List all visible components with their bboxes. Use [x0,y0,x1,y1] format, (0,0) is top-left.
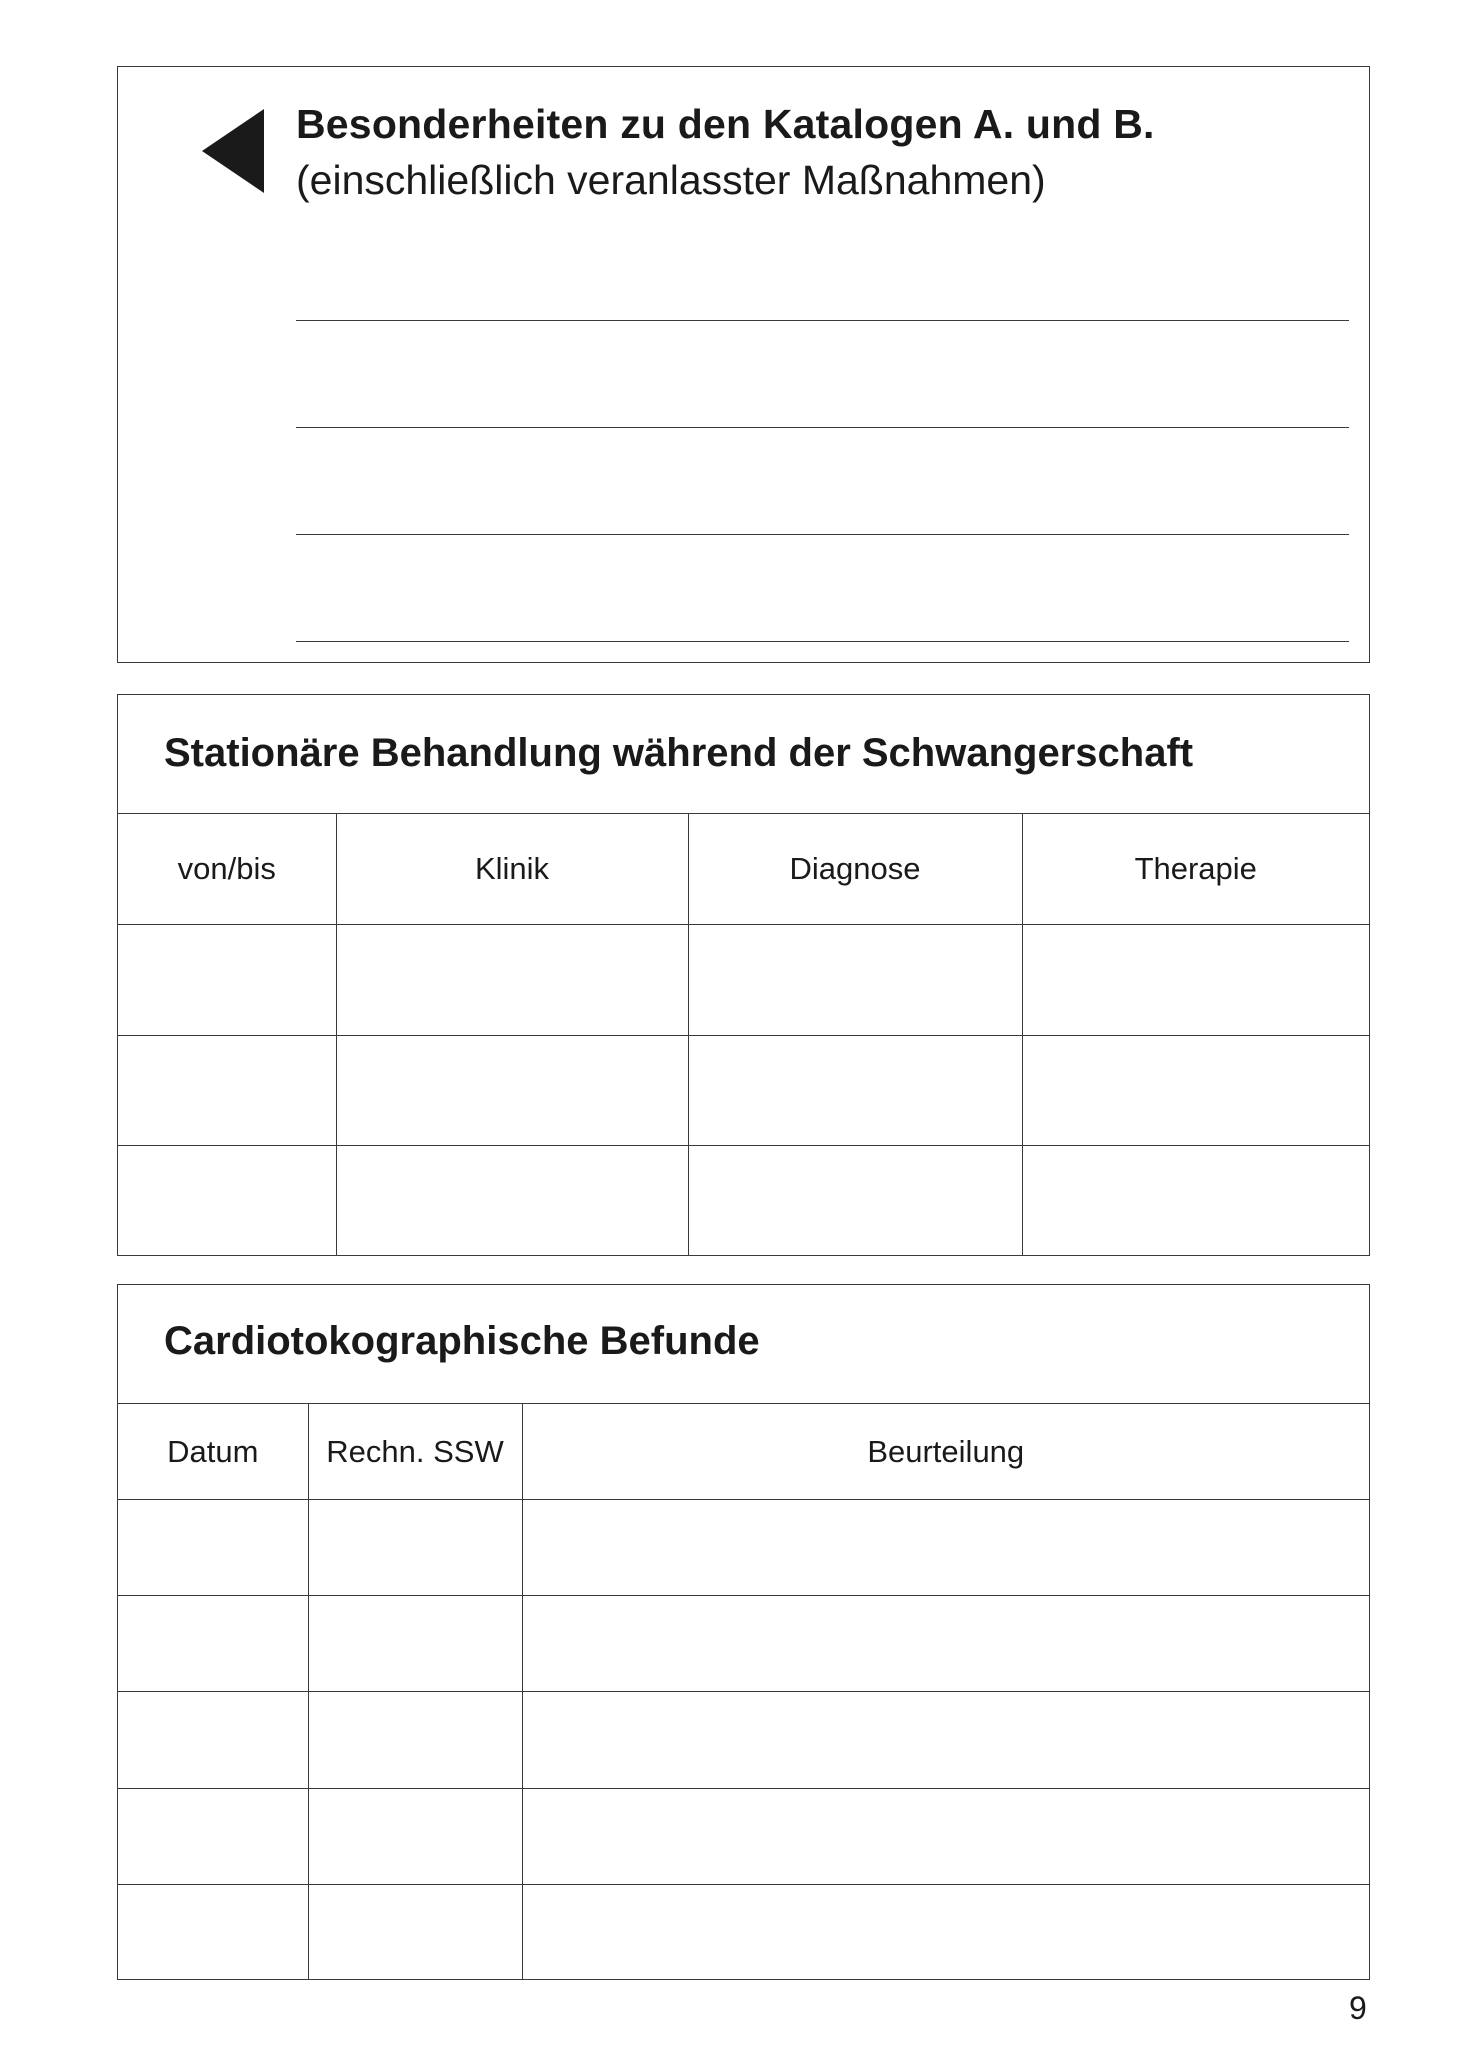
cell-diagnose[interactable] [688,1035,1022,1146]
table-header-row [118,1404,1369,1500]
cell-diagnose[interactable] [688,1146,1022,1256]
cell-datum[interactable] [118,1500,308,1596]
inpatient-treatment-table [118,813,1369,1256]
table-row [118,1596,1369,1692]
cell-klinik[interactable] [336,1146,688,1256]
cell-rechn-ssw[interactable] [308,1884,522,1980]
cell-beurteilung[interactable] [522,1692,1369,1788]
table-row [118,924,1369,1035]
writing-line-4[interactable] [296,641,1349,642]
column-header-diagnose: Diagnose [688,814,1022,925]
inpatient-treatment-title: Stationäre Behandlung während der Schwangerschaft [164,731,1194,775]
ctg-findings-box [117,1284,1370,1980]
table-row [118,1146,1369,1256]
column-header-rechn-ssw: Rechn. SSW [308,1404,522,1500]
ctg-findings-title: Cardiotokographische Befunde [164,1319,760,1363]
cell-therapie[interactable] [1022,1146,1369,1256]
cell-beurteilung[interactable] [522,1788,1369,1884]
cell-beurteilung[interactable] [522,1500,1369,1596]
special-notes-title: Besonderheiten zu den Katalogen A. und B. [296,101,1155,147]
page-number: 9 [1349,1990,1367,2026]
table-header-row [118,814,1369,925]
cell-von-bis[interactable] [118,1146,336,1256]
cell-von-bis[interactable] [118,924,336,1035]
cell-datum[interactable] [118,1596,308,1692]
table-row [118,1500,1369,1596]
cell-diagnose[interactable] [688,924,1022,1035]
cell-beurteilung[interactable] [522,1884,1369,1980]
cell-rechn-ssw[interactable] [308,1596,522,1692]
cell-rechn-ssw[interactable] [308,1692,522,1788]
cell-klinik[interactable] [336,924,688,1035]
column-header-klinik: Klinik [336,814,688,925]
writing-line-1[interactable] [296,320,1349,321]
table-row [118,1884,1369,1980]
cell-von-bis[interactable] [118,1035,336,1146]
cell-beurteilung[interactable] [522,1596,1369,1692]
table-row [118,1035,1369,1146]
cell-rechn-ssw[interactable] [308,1500,522,1596]
writing-line-3[interactable] [296,534,1349,535]
column-header-datum: Datum [118,1404,308,1500]
cell-rechn-ssw[interactable] [308,1788,522,1884]
column-header-beurteilung: Beurteilung [522,1404,1369,1500]
special-notes-subtitle: (einschließlich veranlasster Maßnahmen) [296,157,1046,203]
cell-datum[interactable] [118,1692,308,1788]
left-triangle-icon [202,109,264,193]
cell-klinik[interactable] [336,1035,688,1146]
table-row [118,1692,1369,1788]
inpatient-treatment-box [117,694,1370,1256]
writing-line-2[interactable] [296,427,1349,428]
table-row [118,1788,1369,1884]
cell-therapie[interactable] [1022,924,1369,1035]
cell-datum[interactable] [118,1788,308,1884]
column-header-von-bis: von/bis [118,814,336,925]
cell-therapie[interactable] [1022,1035,1369,1146]
ctg-findings-table [118,1403,1369,1980]
special-notes-box [117,66,1370,663]
cell-datum[interactable] [118,1884,308,1980]
column-header-therapie: Therapie [1022,814,1369,925]
